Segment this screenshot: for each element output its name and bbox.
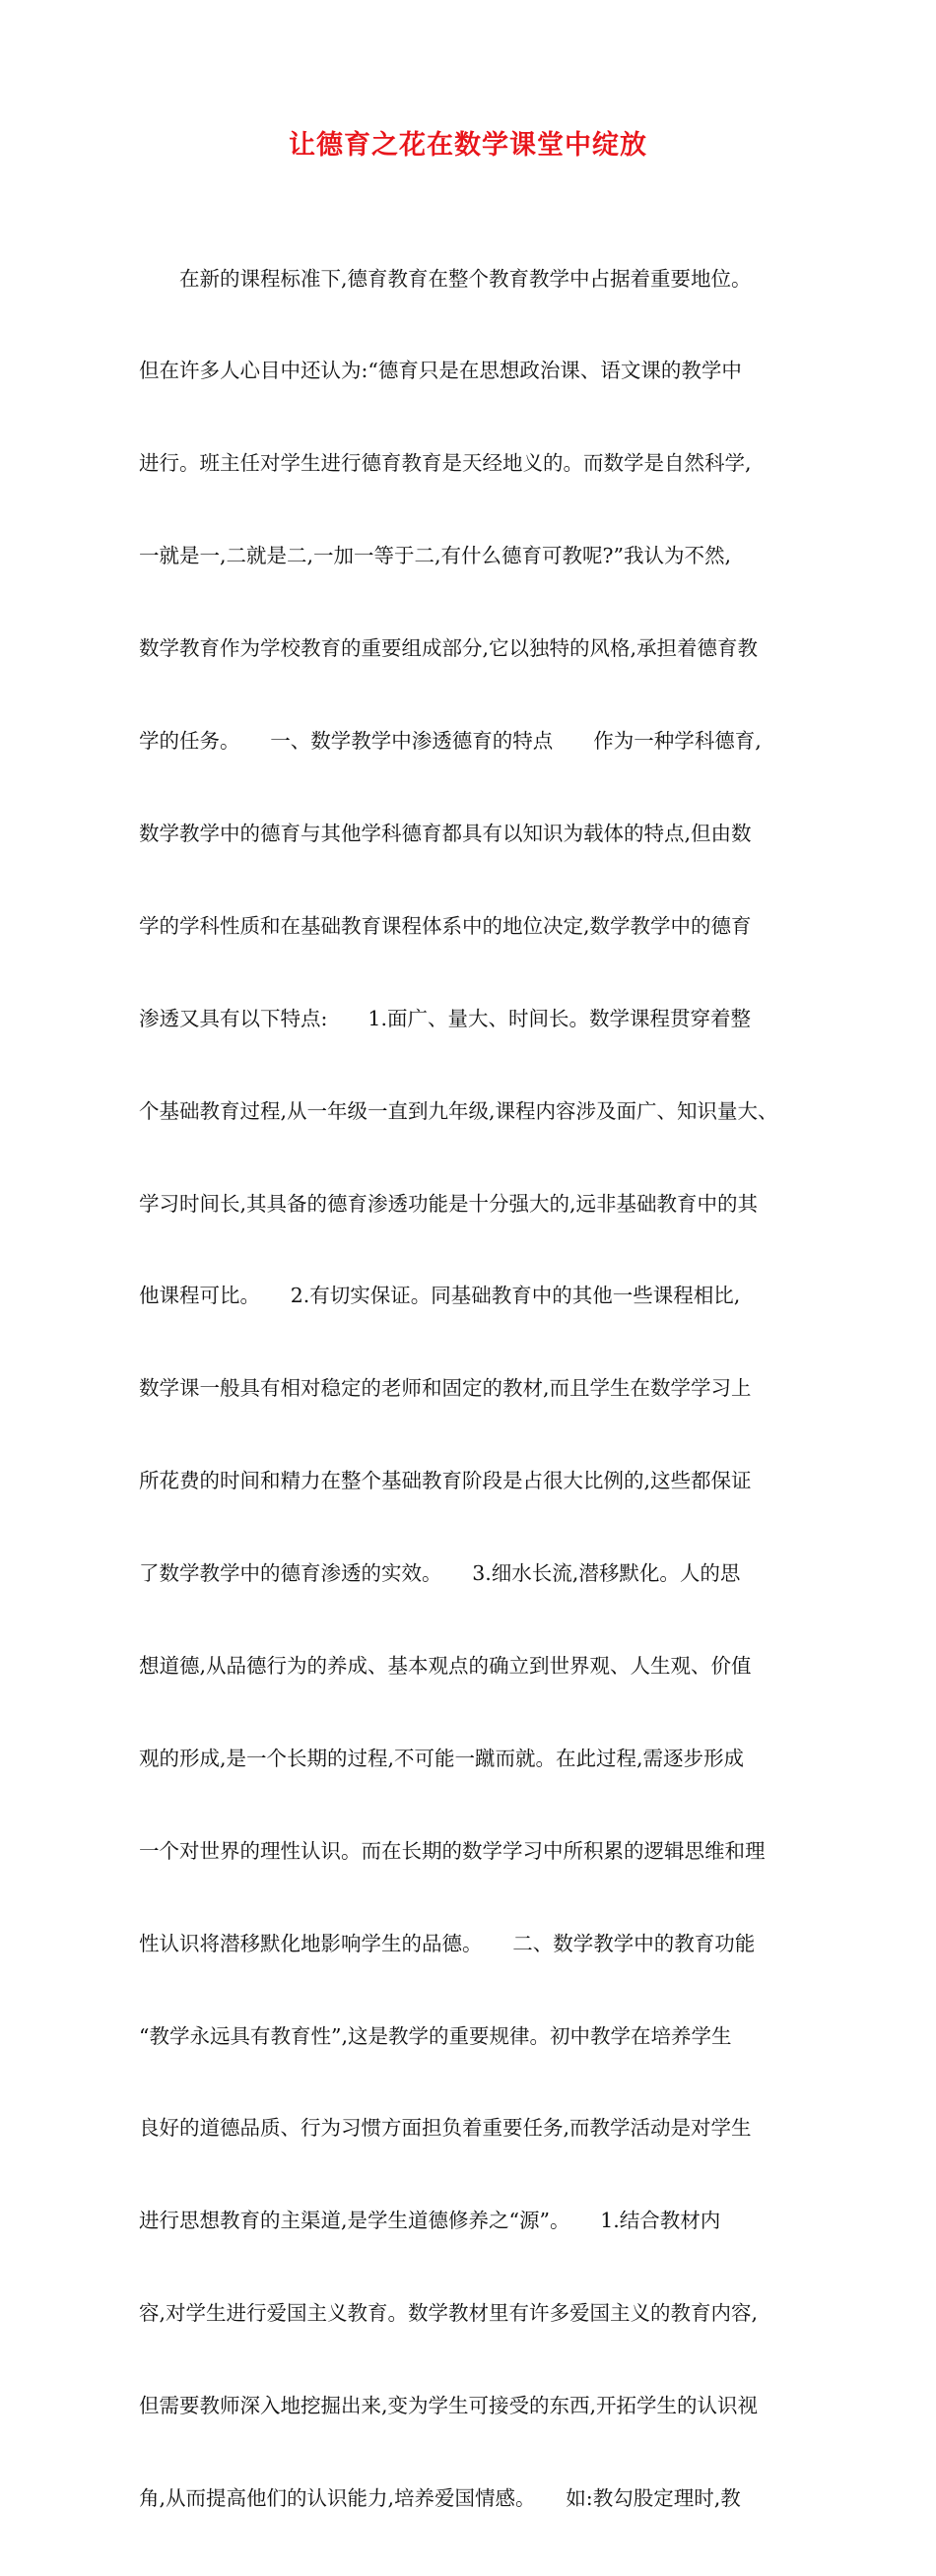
body-line: 一个对世界的理性认识。而在长期的数学学习中所积累的逻辑思维和理 — [139, 1838, 766, 1863]
body-line: 数学教育作为学校教育的重要组成部分,它以独特的风格,承担着德育教 — [139, 636, 759, 661]
body-line: 数学教学中的德育与其他学科德育都具有以知识为载体的特点,但由数 — [139, 821, 752, 845]
body-line: 进行思想教育的主渠道,是学生道德修养之“源”。 1.结合教材内 — [139, 2209, 721, 2233]
body-line: 在新的课程标准下,德育教育在整个教育教学中占据着重要地位。 — [139, 266, 752, 291]
body-line: 所花费的时间和精力在整个基础教育阶段是占很大比例的,这些都保证 — [139, 1469, 752, 1493]
body-line: 学的任务。 一、数学教学中渗透德育的特点 作为一种学科德育, — [139, 729, 762, 754]
body-line: 进行。班主任对学生进行德育教育是天经地义的。而数学是自然科学, — [139, 451, 752, 476]
body-line: 了数学教学中的德育渗透的实效。 3.细水长流,潜移默化。人的思 — [139, 1561, 741, 1586]
body-line: “教学永远具有教育性”,这是教学的重要规律。初中教学在培养学生 — [139, 2023, 732, 2048]
body-line: 良好的道德品质、行为习惯方面担负着重要任务,而教学活动是对学生 — [139, 2116, 752, 2141]
body-line: 数学课一般具有相对稳定的老师和固定的教材,而且学生在数学学习上 — [139, 1376, 752, 1401]
body-line: 学的学科性质和在基础教育课程体系中的地位决定,数学教学中的德育 — [139, 913, 752, 938]
body-line: 但在许多人心目中还认为:“德育只是在思想政治课、语文课的教学中 — [139, 359, 742, 383]
body-line: 他课程可比。 2.有切实保证。同基础教育中的其他一些课程相比, — [139, 1284, 741, 1308]
body-line: 渗透又具有以下特点: 1.面广、量大、时间长。数学课程贯穿着整 — [139, 1006, 751, 1030]
document-body — [139, 202, 819, 2576]
body-line: 学习时间长,其具备的德育渗透功能是十分强大的,远非基础教育中的其 — [139, 1191, 759, 1216]
body-line: 一就是一,二就是二,一加一等于二,有什么德育可教呢?”我认为不然, — [139, 544, 732, 568]
body-line: 性认识将潜移默化地影响学生的品德。 二、数学教学中的教育功能 — [139, 1931, 756, 1955]
body-line: 个基础教育过程,从一年级一直到九年级,课程内容涉及面广、知识量大、 — [139, 1098, 778, 1123]
body-line: 想道德,从品德行为的养成、基本观点的确立到世界观、人生观、价值 — [139, 1653, 752, 1678]
body-line: 容,对学生进行爱国主义教育。数学教材里有许多爱国主义的教育内容, — [139, 2301, 759, 2326]
body-line: 观的形成,是一个长期的过程,不可能一蹴而就。在此过程,需逐步形成 — [139, 1746, 745, 1770]
document-title: 让德育之花在数学课堂中绽放 — [289, 130, 647, 161]
body-line: 角,从而提高他们的认识能力,培养爱国情感。 如:教勾股定理时,教 — [139, 2485, 741, 2510]
body-line: 但需要教师深入地挖掘出来,变为学生可接受的东西,开拓学生的认识视 — [139, 2394, 759, 2418]
